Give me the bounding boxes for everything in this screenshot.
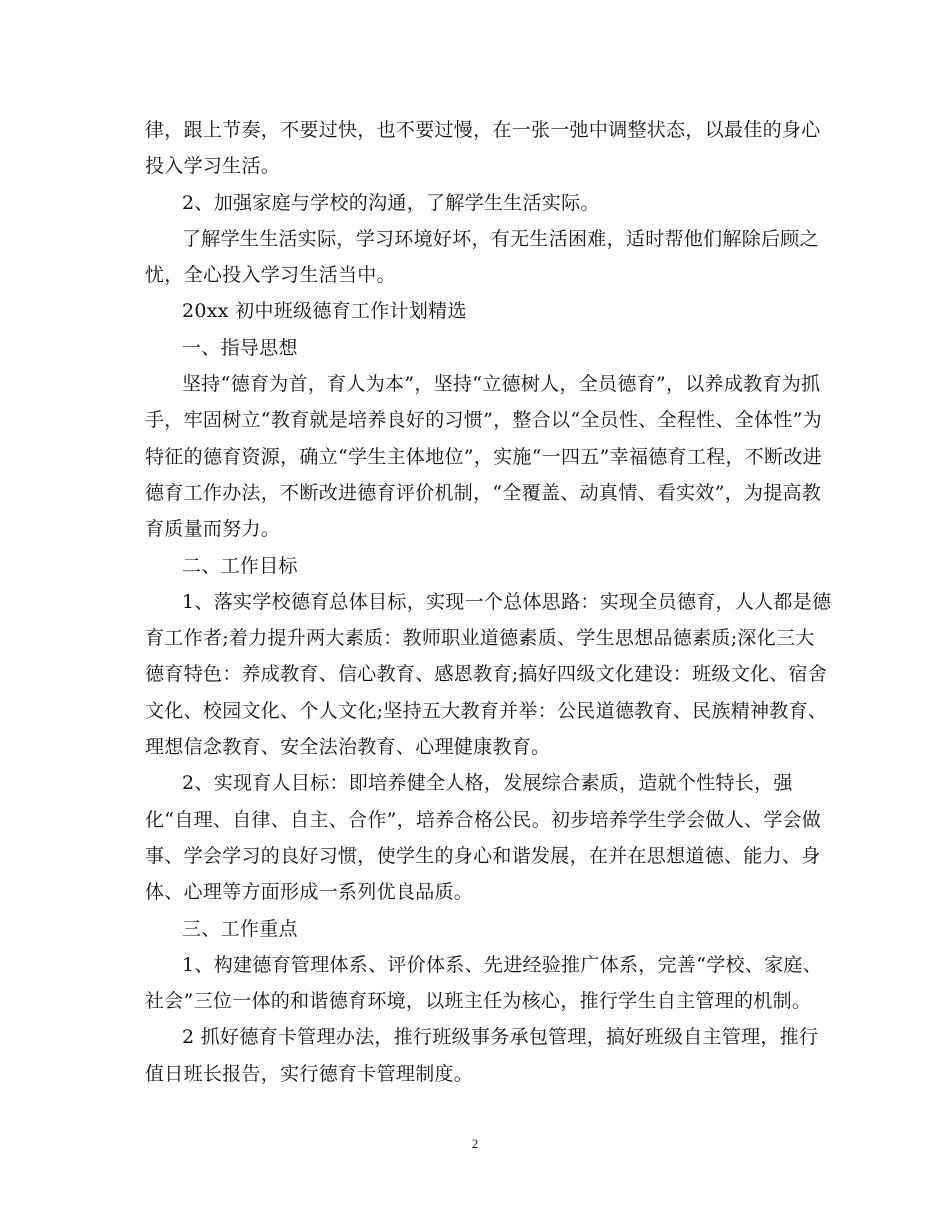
text-line: 体、心理等方面形成一系列优良品质。 [145, 881, 474, 904]
text-line: 2、加强家庭与学校的沟通，了解学生生活实际。 [182, 191, 600, 214]
text-line: 化“自理、自律、自主、合作”，培养合格公民。初步培养学生学会做人、学会做 [145, 808, 822, 831]
text-line: 2、实现育人目标：即培养健全人格，发展综合素质，造就个性特长，强 [182, 772, 793, 795]
text-line: 律，跟上节奏，不要过快，也不要过慢，在一张一弛中调整状态，以最佳的身心 [145, 119, 821, 141]
text-line: 手，牢固树立“教育就是培养良好的习惯”，整合以“全员性、全程性、全体性”为 [145, 409, 822, 432]
text-line: 理想信念教育、安全法治教育、心理健康教育。 [145, 736, 551, 759]
text-line: 社会”三位一体的和谐德育环境，以班主任为核心，推行学生自主管理的机制。 [145, 990, 812, 1013]
text-line: 德育特色：养成教育、信心教育、感恩教育;搞好四级文化建设：班级文化、宿舍 [145, 663, 828, 686]
text-line: 一、指导思想 [182, 336, 298, 359]
text-line: 了解学生生活实际，学习环境好坏，有无生活困难，适时帮他们解除后顾之 [182, 227, 819, 250]
text-line: 1、落实学校德育总体目标，实现一个总体思路：实现全员德育，人人都是德 [182, 590, 832, 613]
text-line: 育工作者;着力提升两大素质：教师职业道德素质、学生思想品德素质;深化三大 [145, 627, 815, 650]
document-body [145, 112, 832, 1092]
text-line: 德育工作办法，不断改进德育评价机制，“全覆盖、动真情、看实效”，为提高教 [145, 481, 822, 504]
text-line: 值日班长报告，实行德育卡管理制度。 [145, 1062, 474, 1085]
text-line: 文化、校园文化、个人文化;坚持五大教育并举：公民道德教育、民族精神教育、 [145, 699, 828, 722]
text-line: 1、构建德育管理体系、评价体系、先进经验推广体系，完善“学校、家庭、 [182, 953, 823, 976]
text-line: 三、工作重点 [182, 917, 298, 940]
text-line: 忧，全心投入学习生活当中。 [145, 264, 396, 287]
text-line: 二、工作目标 [182, 554, 298, 577]
text-line: 事、学会学习的良好习惯，使学生的身心和谐发展，在并在思想道德、能力、身 [145, 844, 821, 867]
text-line: 育质量而努力。 [145, 518, 281, 541]
text-line: 特征的德育资源，确立“学生主体地位”，实施“一四五”幸福德育工程，不断改进 [145, 445, 822, 468]
text-line: 2 抓好德育卡管理办法，推行班级事务承包管理，搞好班级自主管理，推行 [182, 1026, 819, 1049]
text-line: 20xx 初中班级德育工作计划精选 [182, 300, 467, 323]
page-number: 2 [471, 1136, 479, 1151]
text-line: 投入学习生活。 [145, 155, 281, 178]
text-line: 坚持“德育为首，育人为本”，坚持“立德树人，全员德育”，以养成教育为抓 [182, 373, 821, 396]
